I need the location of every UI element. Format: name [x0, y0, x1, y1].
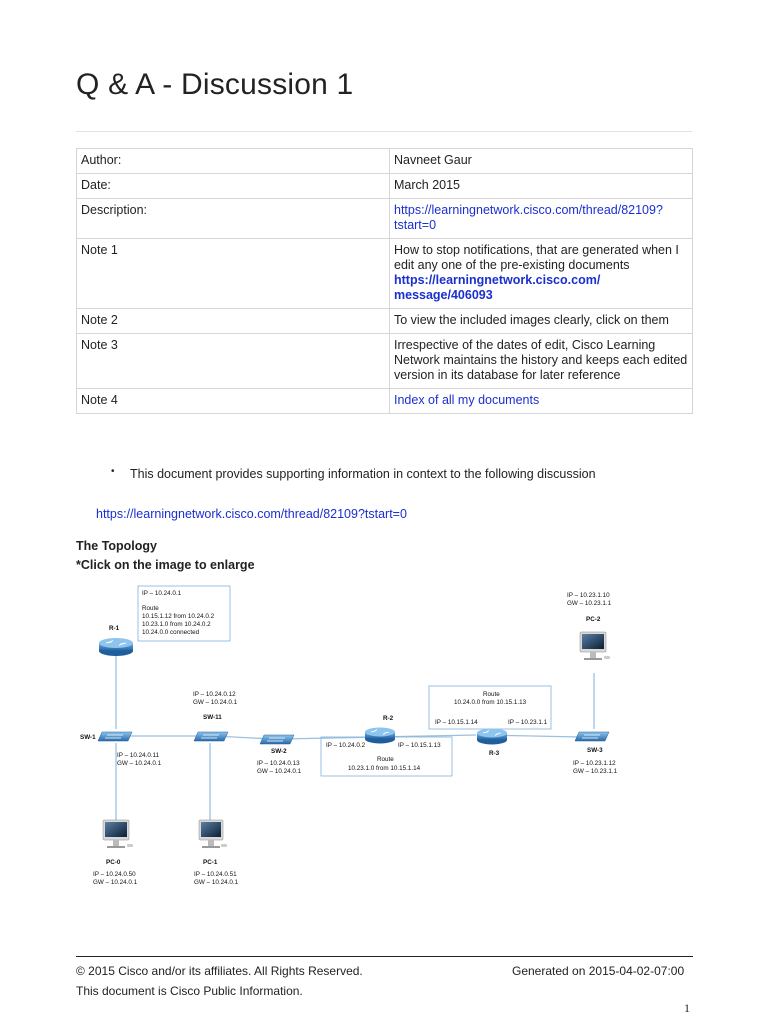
topology-diagram[interactable]	[76, 577, 693, 902]
page-number: 1	[684, 1001, 690, 1015]
r1-route-2: 10.23.1.0 from 10.24.0.2	[142, 621, 211, 628]
note1-link-line2: message/406093	[394, 288, 493, 302]
note3-label: Note 3	[77, 334, 390, 389]
sw3-name: SW-3	[587, 747, 603, 754]
r2-ip-right: IP – 10.15.1.13	[398, 742, 441, 749]
note2-value: To view the included images clearly, click on them	[390, 309, 693, 334]
router-icon[interactable]	[99, 638, 133, 656]
note3-value	[390, 334, 693, 389]
network-links	[116, 656, 594, 823]
pc1-ip: IP – 10.24.0.51	[194, 871, 237, 878]
date-label: Date:	[77, 174, 390, 199]
table-row	[77, 334, 693, 389]
pc0-ip: IP – 10.24.0.50	[93, 871, 136, 878]
footer-generated-date: Generated on 2015-04-02-07:00	[512, 964, 685, 978]
switch-icon[interactable]	[260, 735, 294, 744]
table-row	[77, 149, 693, 174]
note2-label: Note 2	[77, 309, 390, 334]
r3-route-title: Route	[483, 691, 500, 698]
switch-icon[interactable]	[98, 732, 132, 741]
computer-icon[interactable]	[103, 820, 133, 848]
click-instruction: *Click on the image to enlarge	[76, 558, 255, 572]
table-row	[77, 389, 693, 414]
sw11-name: SW-11	[203, 714, 222, 721]
computer-icon[interactable]	[199, 820, 227, 848]
computer-icon[interactable]	[580, 632, 610, 660]
sw1-ip: IP – 10.24.0.11	[117, 752, 160, 759]
description-link[interactable]	[394, 203, 663, 232]
r2-ip-left: IP – 10.24.0.2	[326, 742, 366, 749]
sw11-gw: GW – 10.24.0.1	[193, 699, 238, 706]
r3-ip-left: IP – 10.15.1.14	[435, 719, 478, 726]
sw1-gw: GW – 10.24.0.1	[117, 760, 162, 767]
footer-divider	[76, 956, 693, 957]
note1-text-line2: edit any one of the pre-existing documents	[394, 258, 630, 272]
page-title: Q & A - Discussion 1	[76, 68, 354, 101]
topology-heading: The Topology	[76, 539, 158, 553]
pc2-name: PC-2	[586, 616, 601, 623]
note1-link-line1: https://learningnetwork.cisco.com/	[394, 273, 601, 287]
description-label: Description:	[77, 199, 390, 239]
table-row	[77, 174, 693, 199]
description-link-line2: tstart=0	[394, 218, 437, 232]
sw11-ip: IP – 10.24.0.12	[193, 691, 236, 698]
table-row	[77, 199, 693, 239]
metadata-table	[76, 148, 693, 414]
note1-value	[390, 239, 693, 309]
date-value: March 2015	[390, 174, 693, 199]
pc1-gw: GW – 10.24.0.1	[194, 879, 239, 886]
pc0-gw: GW – 10.24.0.1	[93, 879, 138, 886]
bullet-text: This document provides supporting information in context to the following discussion	[130, 467, 596, 481]
r1-name: R-1	[109, 625, 120, 632]
pc2-gw: GW – 10.23.1.1	[567, 600, 612, 607]
r2-route-1: 10.23.1.0 from 10.15.1.14	[348, 765, 421, 772]
pc2-ip: IP – 10.23.1.10	[567, 592, 610, 599]
author-label: Author:	[77, 149, 390, 174]
bullet-icon: •	[111, 466, 115, 477]
discussion-link[interactable]: https://learningnetwork.cisco.com/thread/82109?tstart=0	[96, 507, 407, 521]
sw3-ip: IP – 10.23.1.12	[573, 760, 616, 767]
switch-icon[interactable]	[194, 732, 228, 741]
r1-ip: IP – 10.24.0.1	[142, 590, 182, 597]
r3-name: R-3	[489, 750, 500, 757]
r2-route-title: Route	[377, 756, 394, 763]
r2-name: R-2	[383, 715, 394, 722]
router-icon[interactable]	[365, 728, 395, 744]
table-row	[77, 239, 693, 309]
r1-route-title: Route	[142, 605, 159, 612]
note1-label: Note 1	[77, 239, 390, 309]
description-link-line1: https://learningnetwork.cisco.com/thread/82109?	[394, 203, 663, 217]
note4-value	[390, 389, 693, 414]
title-divider	[76, 131, 692, 132]
pc0-name: PC-0	[106, 859, 121, 866]
sw1-name: SW-1	[80, 734, 96, 741]
description-value	[390, 199, 693, 239]
sw2-gw: GW – 10.24.0.1	[257, 768, 302, 775]
sw2-ip: IP – 10.24.0.13	[257, 760, 300, 767]
note3-line1: Irrespective of the dates of edit, Cisco Learning	[394, 338, 656, 352]
switch-icon[interactable]	[575, 732, 609, 741]
note3-line2: Network maintains the history and keeps each edited	[394, 353, 688, 367]
author-value: Navneet Gaur	[390, 149, 693, 174]
router-icon[interactable]	[477, 729, 507, 745]
r1-route-1: 10.15.1.12 from 10.24.0.2	[142, 613, 215, 620]
footer-copyright: © 2015 Cisco and/or its affiliates. All Rights Reserved.	[76, 964, 363, 978]
pc1-name: PC-1	[203, 859, 218, 866]
r1-route-3: 10.24.0.0 connected	[142, 629, 200, 636]
r3-ip-right: IP – 10.23.1.1	[508, 719, 548, 726]
index-documents-link[interactable]: Index of all my documents	[394, 393, 540, 407]
r3-route-1: 10.24.0.0 from 10.15.1.13	[454, 699, 527, 706]
note1-text-line1: How to stop notifications, that are generated when I	[394, 243, 679, 257]
footer-public-info: This document is Cisco Public Information.	[76, 984, 303, 998]
note1-link[interactable]	[394, 273, 600, 302]
note4-label: Note 4	[77, 389, 390, 414]
table-row	[77, 309, 693, 334]
sw2-name: SW-2	[271, 748, 287, 755]
note3-line3: version in its database for later reference	[394, 368, 621, 382]
sw3-gw: GW – 10.23.1.1	[573, 768, 618, 775]
